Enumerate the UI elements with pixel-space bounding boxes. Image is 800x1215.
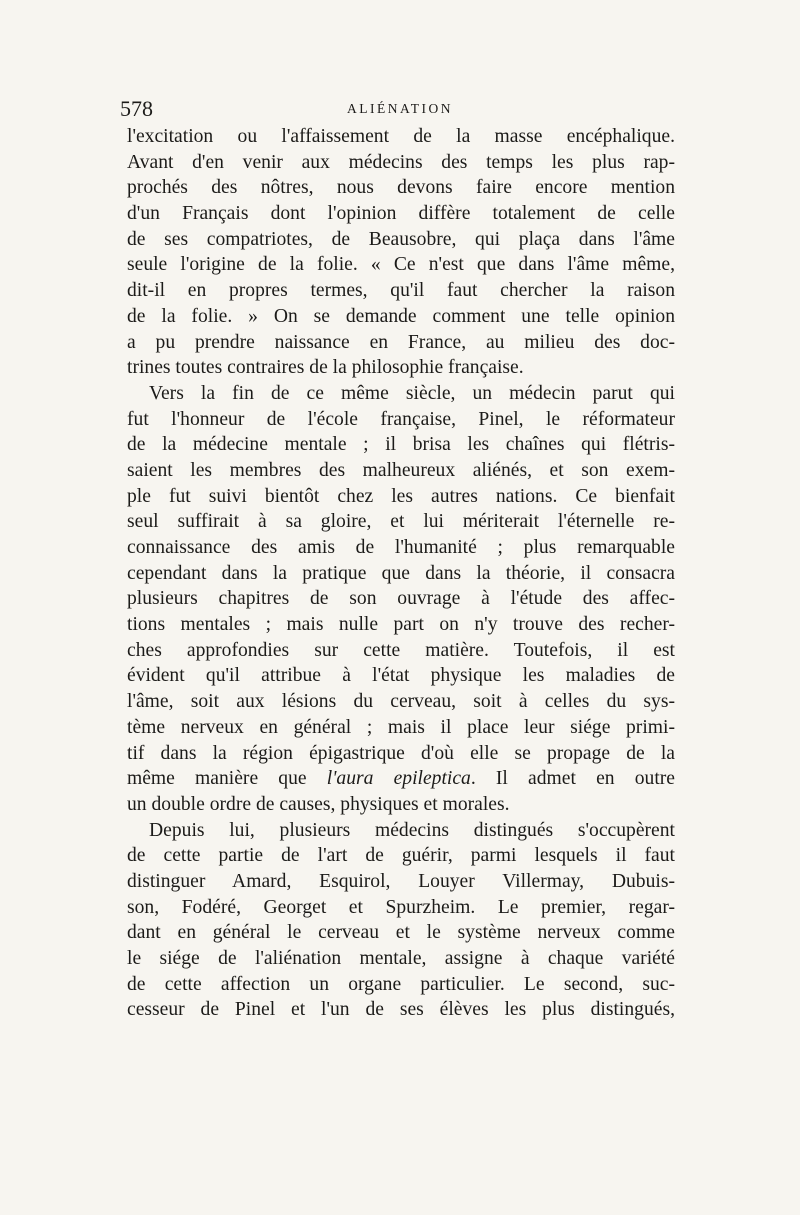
text-line: seul suffirait à sa gloire, et lui mériterait l'éternelle re-	[127, 511, 675, 533]
text-line: Avant d'en venir aux médecins des temps les plus rap-	[127, 151, 675, 173]
text-line: seule l'origine de la folie. « Ce n'est que dans l'âme même,	[127, 254, 675, 276]
text-line: évident qu'il attribue à l'état physique les maladies de	[127, 665, 675, 687]
text-line: saient les membres des malheureux aliénés, et son exem-	[127, 459, 675, 481]
text-line: dant en général le cerveau et le système nerveux comme	[127, 922, 675, 944]
text-line: cependant dans la pratique que dans la théorie, il consacra	[127, 562, 675, 584]
text-line: de la médecine mentale ; il brisa les chaînes qui flétris-	[127, 434, 675, 456]
text-line: tif dans la région épigastrique d'où elle se propage de la	[127, 742, 675, 764]
text-run: même manière que	[127, 768, 327, 790]
text-line: de cette affection un organe particulier. Le second, suc-	[127, 973, 675, 995]
text-line: le siége de l'aliénation mentale, assigne à chaque variété	[127, 948, 675, 969]
running-title: ALIÉNATION	[347, 101, 453, 116]
text-line: de ses compatriotes, de Beausobre, qui plaça dans l'âme	[127, 228, 675, 250]
text-line: tème nerveux en général ; mais il place leur siége primi-	[127, 716, 675, 738]
text-line: Vers la fin de ce même siècle, un médecin parut qui	[149, 382, 675, 404]
text-line: l'excitation ou l'affaissement de la masse encéphalique.	[127, 126, 675, 147]
text-line: plusieurs chapitres de son ouvrage à l'étude des affec-	[127, 588, 675, 610]
text-line: tions mentales ; mais nulle part on n'y trouve des recher-	[127, 614, 675, 636]
text-line: un double ordre de causes, physiques et morales.	[127, 793, 510, 815]
text-line: distinguer Amard, Esquirol, Louyer Villermay, Dubuis-	[127, 870, 675, 892]
text-line: a pu prendre naissance en France, au milieu des doc-	[127, 331, 675, 353]
text-line: Depuis lui, plusieurs médecins distingués s'occupèrent	[149, 819, 675, 841]
text-line: ches approfondies sur cette matière. Toutefois, il est	[127, 639, 675, 661]
text-line	[127, 766, 675, 792]
text-run: . Il admet en outre	[470, 768, 675, 790]
running-head	[120, 96, 680, 122]
text-line: l'âme, soit aux lésions du cerveau, soit à celles du sys-	[127, 691, 675, 713]
text-line: dit-il en propres termes, qu'il faut chercher la raison	[127, 280, 675, 302]
text-line: prochés des nôtres, nous devons faire encore mention	[127, 177, 675, 199]
text-line: de la folie. » On se demande comment une telle opinion	[127, 305, 675, 327]
text-line: connaissance des amis de l'humanité ; plus remarquable	[127, 537, 675, 558]
text-line: fut l'honneur de l'école française, Pinel, le réformateur	[127, 408, 675, 430]
text-line: trines toutes contraires de la philosophie française.	[127, 357, 524, 379]
text-line: de cette partie de l'art de guérir, parmi lesquels il faut	[127, 845, 675, 867]
italic-phrase: l'aura epileptica	[326, 768, 471, 790]
text-line: d'un Français dont l'opinion diffère totalement de celle	[127, 203, 675, 225]
text-line: ple fut suivi bientôt chez les autres nations. Ce bienfait	[127, 485, 675, 507]
text-line: cesseur de Pinel et l'un de ses élèves les plus distingués,	[127, 999, 675, 1021]
body-text	[127, 124, 675, 1023]
page-number: 578	[120, 96, 153, 121]
text-line: son, Fodéré, Georget et Spurzheim. Le premier, regar-	[127, 896, 675, 918]
